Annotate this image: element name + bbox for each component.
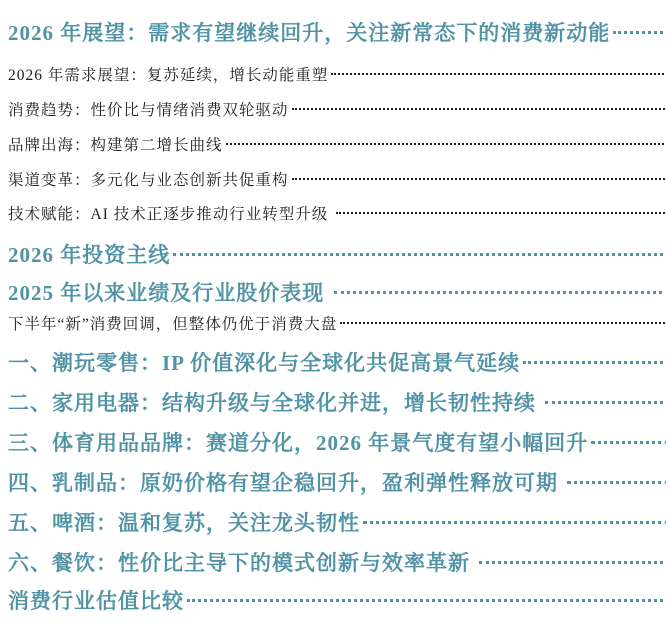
dot-leader (292, 161, 666, 185)
dot-leader (613, 10, 666, 40)
dot-leader (334, 270, 666, 300)
toc-entry-text: 技术赋能：AI 技术正逐步推动行业转型升级 (8, 203, 333, 227)
dot-leader (331, 56, 666, 80)
dot-leader (340, 305, 666, 329)
toc-entry[interactable] (8, 126, 666, 150)
dot-leader (591, 420, 666, 450)
toc-entry-text: 2025 年以来业绩及行业股价表现 (8, 278, 331, 308)
toc-entry-text: 五、啤酒：温和复苏，关注龙头韧性 (8, 508, 360, 538)
document-page (0, 10, 666, 633)
toc-entry[interactable] (8, 578, 666, 608)
toc-entry-text: 二、家用电器：结构升级与全球化并进，增长韧性持续 (8, 388, 542, 418)
dot-leader (187, 578, 666, 608)
toc-entry[interactable] (8, 380, 666, 410)
toc-entry-text: 品牌出海：构建第二增长曲线 (8, 134, 223, 158)
toc-entry[interactable] (8, 161, 666, 185)
dot-leader (173, 232, 666, 262)
toc-entry[interactable] (8, 232, 666, 262)
toc-entry-text: 2026 年展望：需求有望继续回升，关注新常态下的消费新动能 (8, 18, 610, 48)
dot-leader (523, 340, 666, 370)
dot-leader (545, 380, 666, 410)
toc-entry[interactable] (8, 540, 666, 570)
dot-leader (292, 91, 666, 115)
toc-entry-text: 下半年“新”消费回调，但整体仍优于消费大盘 (8, 313, 337, 337)
toc-entry[interactable] (8, 460, 666, 490)
dot-leader (363, 500, 666, 530)
toc-entry-text: 消费趋势：性价比与情绪消费双轮驱动 (8, 99, 289, 123)
dot-leader (479, 540, 666, 570)
dot-leader (336, 195, 666, 219)
toc-entry-text: 2026 年需求展望：复苏延续，增长动能重塑 (8, 64, 328, 88)
toc-entry[interactable] (8, 56, 666, 80)
toc-entry-text: 2026 年投资主线 (8, 240, 170, 270)
table-of-contents (8, 10, 666, 608)
toc-entry-text: 四、乳制品：原奶价格有望企稳回升，盈利弹性释放可期 (8, 468, 564, 498)
toc-entry[interactable] (8, 340, 666, 370)
toc-entry[interactable] (8, 270, 666, 300)
dot-leader (567, 460, 666, 490)
toc-entry-text: 渠道变革：多元化与业态创新共促重构 (8, 169, 289, 193)
toc-entry[interactable] (8, 420, 666, 450)
toc-entry[interactable] (8, 305, 666, 329)
toc-entry-text: 消费行业估值比较 (8, 586, 184, 616)
toc-entry[interactable] (8, 10, 666, 40)
toc-entry[interactable] (8, 500, 666, 530)
toc-entry[interactable] (8, 195, 666, 219)
toc-entry-text: 一、潮玩零售：IP 价值深化与全球化共促高景气延续 (8, 348, 520, 378)
dot-leader (226, 126, 666, 150)
toc-entry-text: 六、餐饮：性价比主导下的模式创新与效率革新 (8, 548, 476, 578)
toc-entry[interactable] (8, 91, 666, 115)
toc-entry-text: 三、体育用品品牌：赛道分化，2026 年景气度有望小幅回升 (8, 428, 588, 458)
